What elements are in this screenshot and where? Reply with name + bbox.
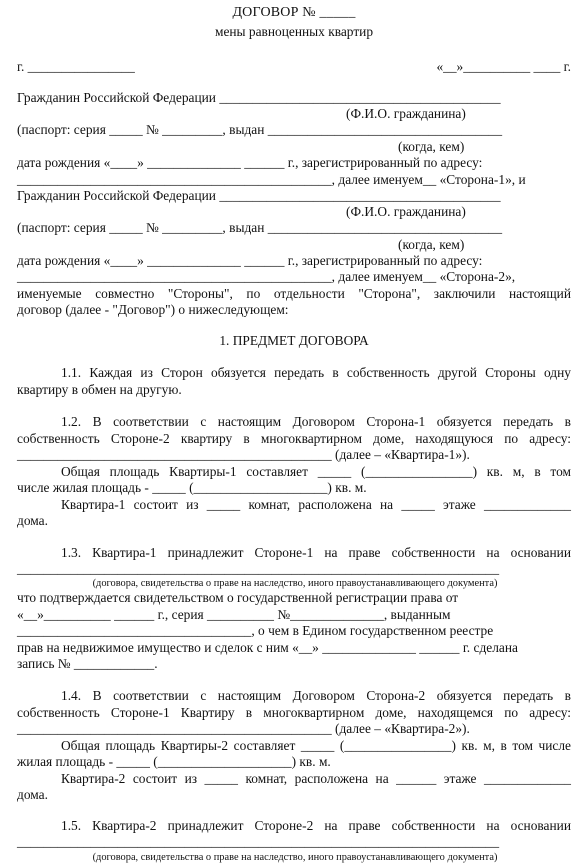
clause-1-2-line-6: Квартира-1 состоит из _____ комнат, расположена на _____ этаже _____________: [61, 497, 571, 512]
clause-1-4-line-6: Квартира-2 состоит из _____ комнат, расположена на ______ этаже _____________: [61, 771, 571, 786]
party1-citizen-line: Гражданин Российской Федерации __________________________________________: [17, 90, 501, 105]
clause-1-1-line-1: 1.1. Каждая из Сторон обязуется передать в собственность другой Стороны одну: [61, 365, 571, 380]
clause-1-2-line-4: Общая площадь Квартиры-1 составляет _____ (________________) кв. м, в том: [61, 464, 571, 479]
document-title: ДОГОВОР № _____: [232, 5, 356, 20]
clause-1-3-line-3: что подтверждается свидетельством о государственной регистрации права от: [17, 590, 459, 605]
section-1-heading: 1. ПРЕДМЕТ ДОГОВОРА: [219, 333, 369, 348]
clause-1-2-line-2: собственность Стороне-2 квартиру в многоквартирном доме, находящуюся по адресу:: [17, 431, 571, 446]
clause-1-2-line-7: дома.: [17, 513, 48, 528]
party2-address-line: _______________________________________________, далее именуем__ «Сторона-2»,: [17, 269, 516, 284]
party2-passport-line: (паспорт: серия _____ № _________, выдан ___________________________________: [17, 220, 503, 235]
clause-1-1-line-2: квартиру в обмен на другую.: [17, 382, 182, 397]
party1-address-line: _______________________________________________, далее именуем__ «Сторона-1», и: [17, 172, 526, 187]
city-field: г. ________________: [17, 59, 135, 74]
preamble-line-1: именуемые совместно "Стороны", по отдельности "Сторона", заключили настоящий: [17, 286, 571, 301]
clause-1-3-line-6: прав на недвижимое имущество и сделок с ним «__» ______________ ______ г. сделана: [17, 640, 518, 655]
document-subtitle: мены равноценных квартир: [214, 24, 374, 39]
party2-citizen-line: Гражданин Российской Федерации __________________________________________: [17, 188, 501, 203]
party2-name-hint: (Ф.И.О. гражданина): [346, 204, 466, 219]
party1-name-hint: (Ф.И.О. гражданина): [346, 106, 466, 121]
clause-1-5-line-1: 1.5. Квартира-2 принадлежит Стороне-2 на праве собственности на основании: [61, 818, 571, 833]
clause-1-3-line-7: запись № ____________.: [17, 656, 158, 671]
party1-passport-line: (паспорт: серия _____ № _________, выдан ___________________________________: [17, 122, 503, 137]
clause-1-4-line-4: Общая площадь Квартиры-2 составляет _____ (________________) кв. м, в том числе: [61, 738, 571, 753]
clause-1-5-document-hint: (договора, свидетельства о праве на наследство, иного правоустанавливающего документа): [92, 852, 498, 863]
clause-1-3-line-4: «__»__________ ______ г., серия __________ №______________, выданным: [17, 607, 451, 622]
preamble-line-2: договор (далее - "Договор") о нижеследующем:: [17, 302, 289, 317]
clause-1-4-line-1: 1.4. В соответствии с настоящим Договором Сторона-2 обязуется передать в: [61, 688, 571, 703]
clause-1-4-line-5: жилая площадь - _____ (____________________) кв. м.: [17, 754, 331, 769]
clause-1-4-line-7: дома.: [17, 787, 48, 802]
clause-1-5-line-2: ________________________________________________________________________: [17, 834, 500, 849]
party1-issued-hint: (когда, кем): [398, 139, 465, 154]
clause-1-2-line-3: _______________________________________________ (далее – «Квартира-1»).: [17, 447, 470, 462]
date-field: «__»__________ ____ г.: [436, 59, 571, 74]
clause-1-4-line-3: _______________________________________________ (далее – «Квартира-2»).: [17, 721, 470, 736]
clause-1-2-line-5: числе жилая площадь - _____ (____________________) кв. м.: [17, 480, 367, 495]
clause-1-3-line-1: 1.3. Квартира-1 принадлежит Стороне-1 на праве собственности на основании: [61, 545, 571, 560]
clause-1-3-line-2: ________________________________________________________________________: [17, 561, 500, 576]
clause-1-4-line-2: собственность Стороне-1 Квартиру в многоквартирном доме, находящемся по адресу:: [17, 705, 571, 720]
clause-1-3-document-hint: (договора, свидетельства о праве на наследство, иного правоустанавливающего документа): [92, 578, 498, 589]
party2-birth-line: дата рождения «____» ______________ ______ г., зарегистрированный по адресу:: [17, 253, 483, 268]
clause-1-3-line-5: ___________________________________, о чем в Едином государственном реестре: [17, 623, 494, 638]
party2-issued-hint: (когда, кем): [398, 237, 465, 252]
clause-1-2-line-1: 1.2. В соответствии с настоящим Договором Сторона-1 обязуется передать в: [61, 414, 571, 429]
party1-birth-line: дата рождения «____» ______________ ______ г., зарегистрированный по адресу:: [17, 155, 483, 170]
